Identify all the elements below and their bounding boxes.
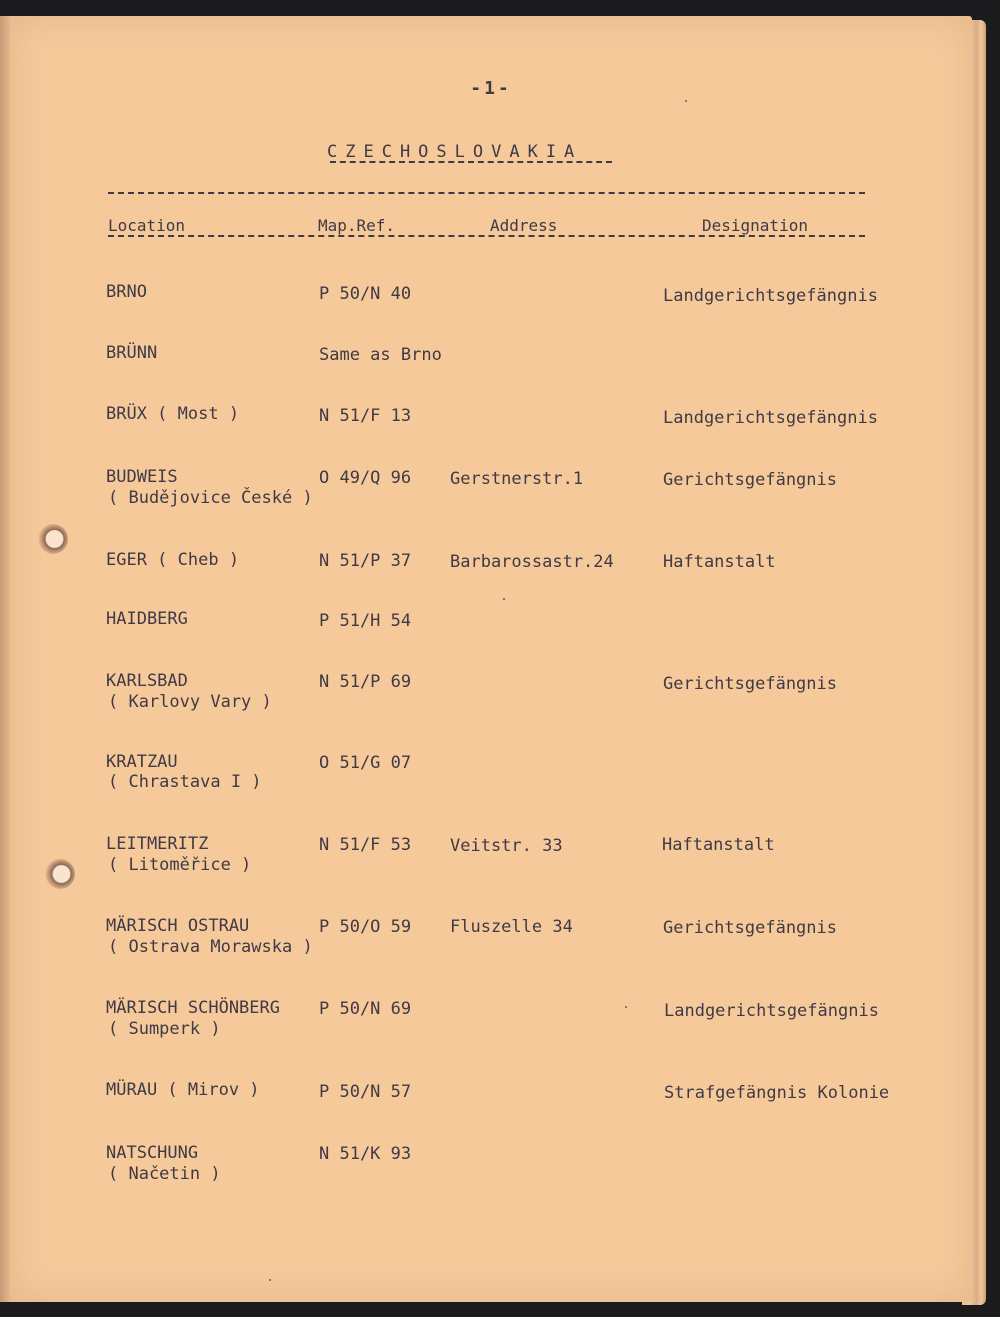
map-reference: N 51/K 93 — [319, 1144, 412, 1164]
location-name: BRÜX ( Most ) — [106, 404, 240, 424]
location-alt-name: ( Budějovice České ) — [108, 488, 313, 508]
map-reference: N 51/P 69 — [319, 672, 412, 692]
location-name: MÄRISCH OSTRAU — [106, 916, 250, 936]
ink-speck — [269, 1279, 271, 1281]
map-reference: O 49/Q 96 — [319, 468, 412, 488]
location-name: KRATZAU — [106, 752, 178, 772]
ink-speck — [625, 1006, 627, 1008]
location-alt-name: ( Chrastava I ) — [108, 772, 262, 792]
map-reference: P 50/N 57 — [319, 1082, 412, 1102]
map-reference: P 51/H 54 — [319, 611, 412, 631]
ink-speck — [685, 100, 687, 102]
location-alt-name: ( Načetin ) — [108, 1164, 221, 1184]
column-header-map-ref: Map.Ref. — [318, 216, 396, 235]
location-name: BRNO — [106, 282, 147, 302]
location-name: LEITMERITZ — [106, 834, 209, 854]
designation: Landgerichtsgefängnis — [663, 286, 878, 306]
designation: Landgerichtsgefängnis — [663, 408, 878, 428]
designation: Strafgefängnis Kolonie — [664, 1083, 890, 1103]
ink-speck — [503, 598, 505, 600]
location-name: EGER ( Cheb ) — [106, 550, 240, 570]
map-reference: P 50/O 59 — [319, 917, 412, 937]
location-alt-name: ( Ostrava Morawska ) — [108, 937, 313, 957]
address: Veitstr. 33 — [450, 836, 563, 856]
map-reference: Same as Brno — [319, 345, 442, 365]
location-name: HAIDBERG — [106, 609, 188, 629]
location-alt-name: ( Sumperk ) — [108, 1019, 221, 1039]
address: Gerstnerstr.1 — [450, 469, 584, 489]
map-reference: P 50/N 69 — [319, 999, 412, 1019]
location-name: BRÜNN — [106, 343, 158, 363]
address: Fluszelle 34 — [450, 917, 573, 937]
document-page — [10, 16, 972, 1302]
column-header-location: Location — [108, 216, 186, 235]
punch-hole — [38, 524, 68, 554]
location-alt-name: ( Litoměřice ) — [108, 855, 252, 875]
page-title: CZECHOSLOVAKIA — [327, 142, 583, 162]
location-name: KARLSBAD — [106, 671, 188, 691]
location-name: BUDWEIS — [106, 467, 178, 487]
location-alt-name: ( Karlovy Vary ) — [108, 692, 272, 712]
designation: Gerichtsgefängnis — [663, 470, 837, 490]
header-rule-bottom — [108, 235, 865, 237]
column-header-designation: Designation — [702, 216, 808, 235]
map-reference: N 51/F 13 — [319, 406, 412, 426]
address: Barbarossastr.24 — [450, 552, 614, 572]
map-reference: N 51/F 53 — [319, 835, 412, 855]
map-reference: N 51/P 37 — [319, 551, 412, 571]
designation: Landgerichtsgefängnis — [664, 1001, 879, 1021]
column-header-address: Address — [490, 216, 558, 235]
location-name: MÜRAU ( Mirov ) — [106, 1080, 260, 1100]
location-name: MÄRISCH SCHÖNBERG — [106, 998, 280, 1018]
designation: Gerichtsgefängnis — [663, 918, 837, 938]
map-reference: P 50/N 40 — [319, 284, 412, 304]
punch-hole — [45, 859, 75, 889]
designation: Haftanstalt — [662, 835, 775, 855]
location-name: NATSCHUNG — [106, 1143, 199, 1163]
page-number: -1- — [470, 78, 512, 99]
designation: Gerichtsgefängnis — [663, 674, 837, 694]
title-underline — [330, 161, 612, 163]
map-reference: O 51/G 07 — [319, 753, 412, 773]
designation: Haftanstalt — [663, 552, 776, 572]
header-rule-top — [108, 192, 865, 194]
